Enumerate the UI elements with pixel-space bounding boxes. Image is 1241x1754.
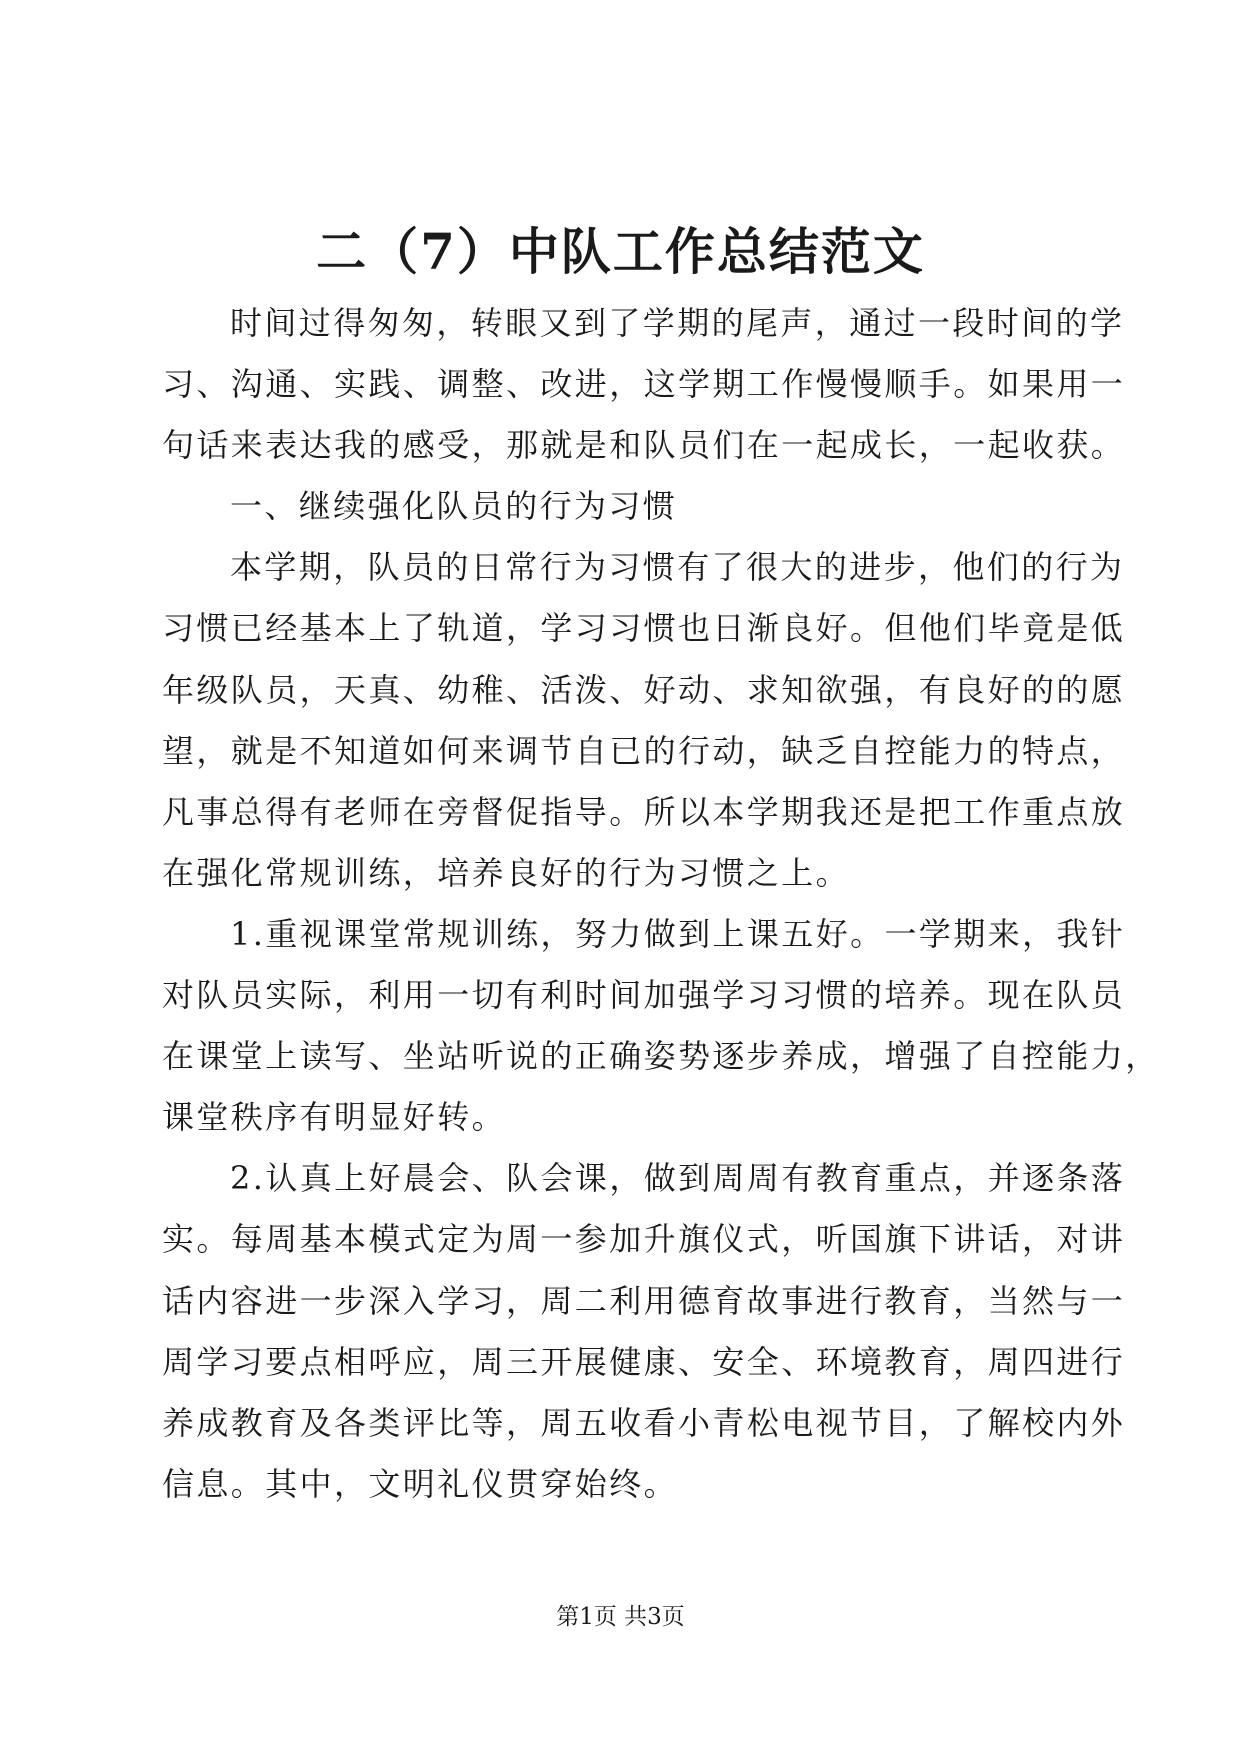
paragraph-line: 望，就是不知道如何来调节自已的行动，缺乏自控能力的特点， (162, 731, 1126, 770)
document-body (162, 293, 1160, 1515)
paragraph-line: 实。每周基本模式定为周一参加升旗仪式，听国旗下讲话，对讲 (162, 1220, 1126, 1259)
paragraph-line: 凡事总得有老师在旁督促指导。所以本学期我还是把工作重点放 (162, 792, 1126, 831)
paragraph-line: 2.认真上好晨会、队会课，做到周周有教育重点，并逐条落 (230, 1159, 1126, 1198)
paragraph-line: 养成教育及各类评比等，周五收看小青松电视节目，了解校内外 (162, 1403, 1126, 1442)
paragraph-line: 习、沟通、实践、调整、改进，这学期工作慢慢顺手。如果用一 (162, 365, 1126, 404)
paragraph-line: 年级队员，天真、幼稚、活泼、好动、求知欲强，有良好的的愿 (162, 670, 1126, 709)
paragraph-line: 在强化常规训练，培养良好的行为习惯之上。 (162, 853, 851, 892)
paragraph-line: 习惯已经基本上了轨道，学习习惯也日渐良好。但他们毕竟是低 (162, 609, 1126, 648)
paragraph-line: 时间过得匆匆，转眼又到了学期的尾声，通过一段时间的学 (230, 304, 1125, 342)
paragraph-line: 对队员实际，利用一切有利时间加强学习习惯的培养。现在队员 (162, 976, 1126, 1015)
paragraph-line: 本学期，队员的日常行为习惯有了很大的进步，他们的行为 (230, 548, 1125, 587)
paragraph-line: 1.重视课堂常规训练，努力做到上课五好。一学期来，我针 (230, 914, 1126, 953)
section-heading: 一、继续强化队员的行为习惯 (230, 487, 678, 526)
paragraph-line: 课堂秩序有明显好转。 (162, 1098, 507, 1137)
paragraph-line: 句话来表达我的感受，那就是和队员们在一起成长，一起收获。 (162, 426, 1126, 465)
paragraph-line: 在课堂上读写、坐站听说的正确姿势逐步养成，增强了自控能力， (162, 1037, 1160, 1076)
page-footer: 第1页 共3页 (556, 1604, 685, 1630)
paragraph-line: 周学习要点相呼应，周三开展健康、安全、环境教育，周四进行 (162, 1342, 1126, 1381)
paragraph-line: 信息。其中，文明礼仪贯穿始终。 (162, 1464, 679, 1503)
document-title: 二（7）中队工作总结范文 (316, 222, 925, 281)
paragraph-line: 话内容进一步深入学习，周二利用德育故事进行教育，当然与一 (162, 1281, 1126, 1320)
